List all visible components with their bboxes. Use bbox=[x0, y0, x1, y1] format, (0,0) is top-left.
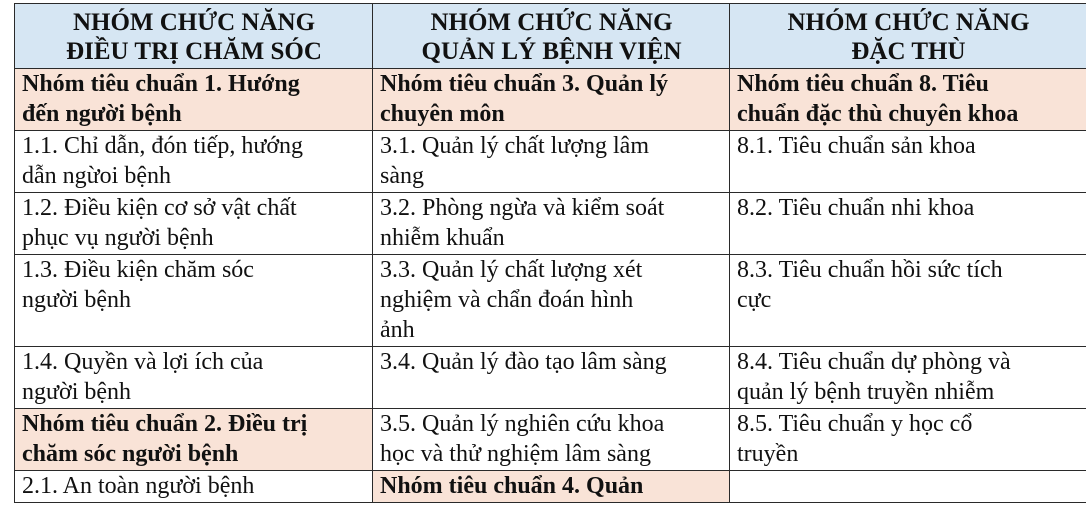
cell-line: chăm sóc người bệnh bbox=[22, 441, 239, 467]
header-line: QUẢN LÝ BỆNH VIỆN bbox=[421, 38, 682, 65]
header-line: ĐẶC THÙ bbox=[851, 38, 966, 65]
cell-line: 8.4. Tiêu chuẩn dự phòng và bbox=[737, 349, 1011, 375]
table-row bbox=[15, 409, 1087, 471]
cell-line: 1.3. Điều kiện chăm sóc bbox=[22, 257, 254, 283]
cell-line: 3.3. Quản lý chất lượng xét bbox=[380, 257, 643, 283]
table-cell bbox=[373, 131, 730, 193]
table-cell bbox=[730, 255, 1087, 347]
table-cell bbox=[373, 193, 730, 255]
cell-line: 3.4. Quản lý đào tạo lâm sàng bbox=[380, 349, 667, 375]
cell-line: chuẩn đặc thù chuyên khoa bbox=[737, 101, 1019, 127]
table-cell bbox=[373, 255, 730, 347]
cell-line: ảnh bbox=[380, 317, 415, 343]
table-row bbox=[15, 69, 1087, 131]
cell-line: chuyên môn bbox=[380, 101, 505, 127]
cell-line: 8.3. Tiêu chuẩn hồi sức tích bbox=[737, 257, 1003, 283]
cell-line: 3.5. Quản lý nghiên cứu khoa bbox=[380, 411, 665, 437]
cell-line: người bệnh bbox=[22, 287, 132, 313]
cell-line: truyền bbox=[737, 441, 799, 467]
cell-line: Nhóm tiêu chuẩn 3. Quản lý bbox=[380, 71, 669, 97]
cell-line: người bệnh bbox=[22, 379, 132, 405]
table-cell bbox=[15, 471, 373, 503]
group-heading-cell bbox=[373, 69, 730, 131]
table-cell bbox=[373, 409, 730, 471]
header-line: NHÓM CHỨC NĂNG bbox=[787, 9, 1030, 36]
cell-line: phục vụ người bệnh bbox=[22, 225, 214, 251]
header-row bbox=[15, 4, 1087, 69]
table-cell bbox=[15, 255, 373, 347]
cell-line: 8.5. Tiêu chuẩn y học cổ bbox=[737, 411, 973, 437]
cell-line: dẫn ngừoi bệnh bbox=[22, 163, 171, 189]
table-cell bbox=[373, 347, 730, 409]
cell-line: Nhóm tiêu chuẩn 2. Điều trị bbox=[22, 411, 308, 437]
table-cell bbox=[15, 131, 373, 193]
cell-line: Nhóm tiêu chuẩn 1. Hướng bbox=[22, 71, 300, 97]
standards-table bbox=[14, 3, 1086, 503]
table-cell bbox=[15, 193, 373, 255]
table-row bbox=[15, 347, 1087, 409]
table-cell bbox=[15, 347, 373, 409]
cell-line: sàng bbox=[380, 163, 424, 189]
cell-line: cực bbox=[737, 287, 772, 313]
cell-line: 8.1. Tiêu chuẩn sản khoa bbox=[737, 133, 976, 159]
header-cell-treatment-care bbox=[15, 4, 373, 69]
table-cell bbox=[730, 347, 1087, 409]
header-line: NHÓM CHỨC NĂNG bbox=[72, 9, 316, 36]
cell-line: Nhóm tiêu chuẩn 4. Quản bbox=[380, 473, 644, 499]
cell-line: 1.1. Chỉ dẫn, đón tiếp, hướng bbox=[22, 133, 304, 159]
table-row bbox=[15, 471, 1087, 503]
cell-line: quản lý bệnh truyền nhiễm bbox=[737, 379, 995, 405]
cell-line: nghiệm và chẩn đoán hình bbox=[380, 287, 634, 313]
table-row bbox=[15, 255, 1087, 347]
cell-line: 1.2. Điều kiện cơ sở vật chất bbox=[22, 195, 297, 221]
header-cell-specialty bbox=[730, 4, 1087, 69]
table-cell bbox=[730, 131, 1087, 193]
cell-line: 8.2. Tiêu chuẩn nhi khoa bbox=[737, 195, 975, 221]
group-heading-cell bbox=[15, 409, 373, 471]
table-cell bbox=[730, 471, 1087, 503]
table-cell bbox=[730, 193, 1087, 255]
cell-line: 2.1. An toàn người bệnh bbox=[22, 473, 255, 499]
cell-line: Nhóm tiêu chuẩn 8. Tiêu bbox=[737, 71, 989, 97]
group-heading-cell bbox=[373, 471, 730, 503]
table-row bbox=[15, 131, 1087, 193]
group-heading-cell bbox=[730, 69, 1087, 131]
header-cell-hospital-management bbox=[373, 4, 730, 69]
table-cell bbox=[730, 409, 1087, 471]
header-line: NHÓM CHỨC NĂNG bbox=[430, 9, 673, 36]
header-line: ĐIỀU TRỊ CHĂM SÓC bbox=[66, 38, 322, 65]
group-heading-cell bbox=[15, 69, 373, 131]
table-row bbox=[15, 193, 1087, 255]
document-page bbox=[14, 3, 1086, 531]
cell-line: đến người bệnh bbox=[22, 101, 182, 127]
cell-line: 3.2. Phòng ngừa và kiểm soát bbox=[380, 195, 665, 221]
cell-line: nhiễm khuẩn bbox=[380, 225, 505, 251]
cell-line: 1.4. Quyền và lợi ích của bbox=[22, 349, 264, 375]
cell-line: học và thử nghiệm lâm sàng bbox=[380, 441, 651, 467]
cell-line: 3.1. Quản lý chất lượng lâm bbox=[380, 133, 649, 159]
